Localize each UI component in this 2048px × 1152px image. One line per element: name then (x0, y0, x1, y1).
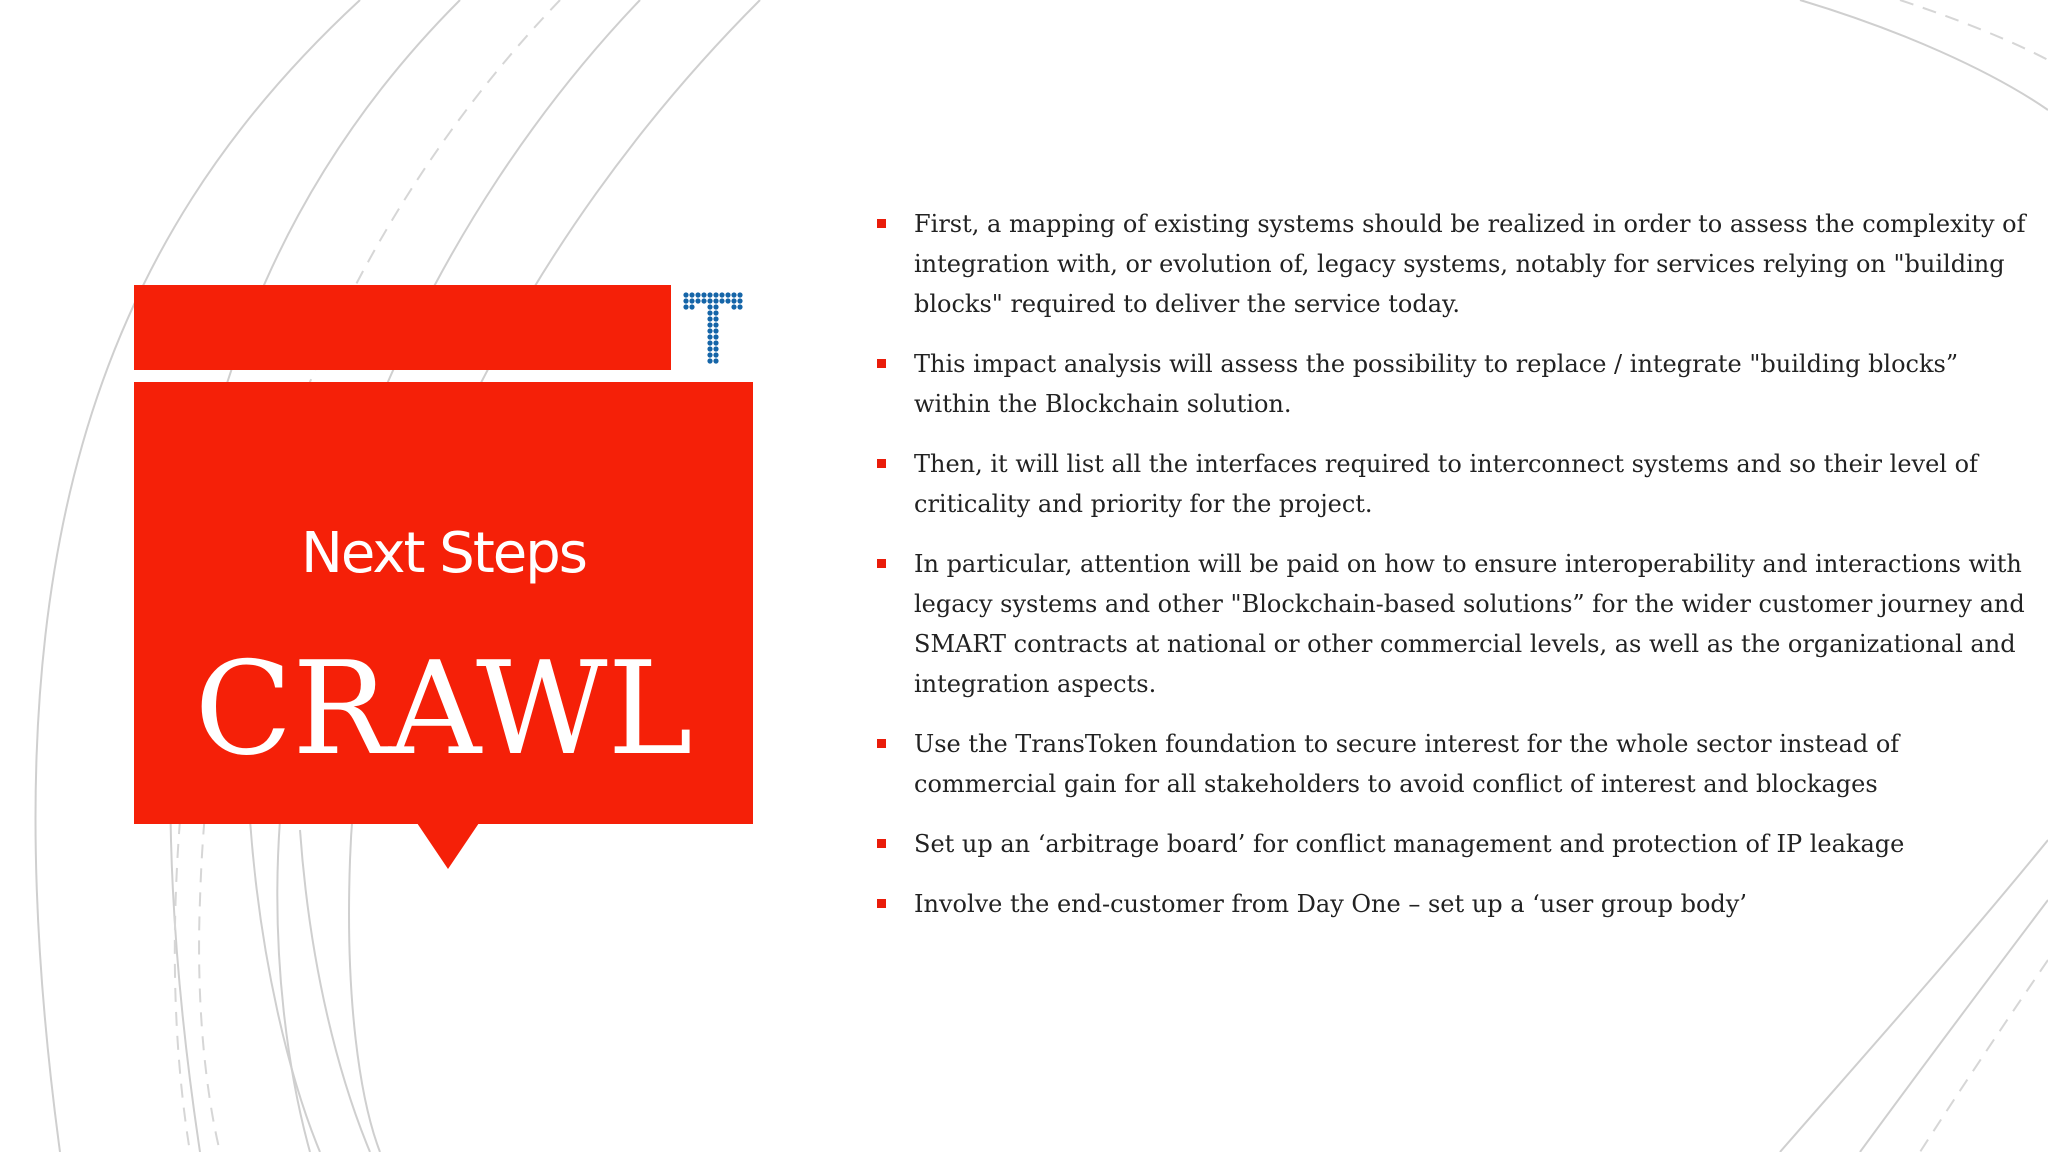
slide-title: CRAWL (194, 635, 693, 784)
arc-line (300, 830, 370, 1152)
slide-subtitle: Next Steps (301, 521, 586, 586)
bullet-list (876, 204, 2026, 944)
square-bullet-icon (877, 219, 886, 228)
bullet-item (876, 884, 2026, 924)
arc-line-dashed (1900, 0, 2048, 60)
square-bullet-icon (877, 839, 886, 848)
dotted-t-logo-icon (683, 291, 743, 365)
arc-line (1800, 0, 2048, 110)
bullet-text: This impact analysis will assess the possibility to replace / integrate "building blocks” within the Blockchain solution. (914, 350, 1959, 418)
bullet-item (876, 444, 2026, 524)
bullet-item (876, 204, 2026, 324)
bullet-text: First, a mapping of existing systems should be realized in order to assess the complexity of integration with, or evolution of, legacy systems, notably for services relying on "building blocks" required to deliver the service today. (914, 210, 2026, 318)
header-bar (134, 285, 671, 370)
square-bullet-icon (877, 359, 886, 368)
arc-line-dashed (175, 820, 190, 1152)
bullet-text: Use the TransToken foundation to secure interest for the whole sector instead of commercial gain for all stakeholders to avoid conflict of interest and blockages (914, 730, 1900, 798)
bullet-item (876, 724, 2026, 804)
arc-line (250, 820, 320, 1152)
bullet-text: Involve the end-customer from Day One – set up a ‘user group body’ (914, 890, 1747, 918)
square-bullet-icon (877, 459, 886, 468)
bullet-item (876, 344, 2026, 424)
square-bullet-icon (877, 899, 886, 908)
bullet-item (876, 824, 2026, 864)
bullet-item (876, 544, 2026, 704)
arc-line-dashed (1920, 960, 2048, 1152)
bullet-text: In particular, attention will be paid on how to ensure interoperability and interactions with legacy systems and other "Blockchain-based solutions” for the wider customer journey and SMART contracts at national or other commercial levels, as well as the organizational and integration aspects. (914, 550, 2025, 698)
square-bullet-icon (877, 739, 886, 748)
bullet-text: Set up an ‘arbitrage board’ for conflict management and protection of IP leakage (914, 830, 1905, 858)
square-bullet-icon (877, 559, 886, 568)
bullet-text: Then, it will list all the interfaces required to interconnect systems and so their level of criticality and priority for the project. (914, 450, 1978, 518)
callout-pointer (417, 823, 479, 869)
